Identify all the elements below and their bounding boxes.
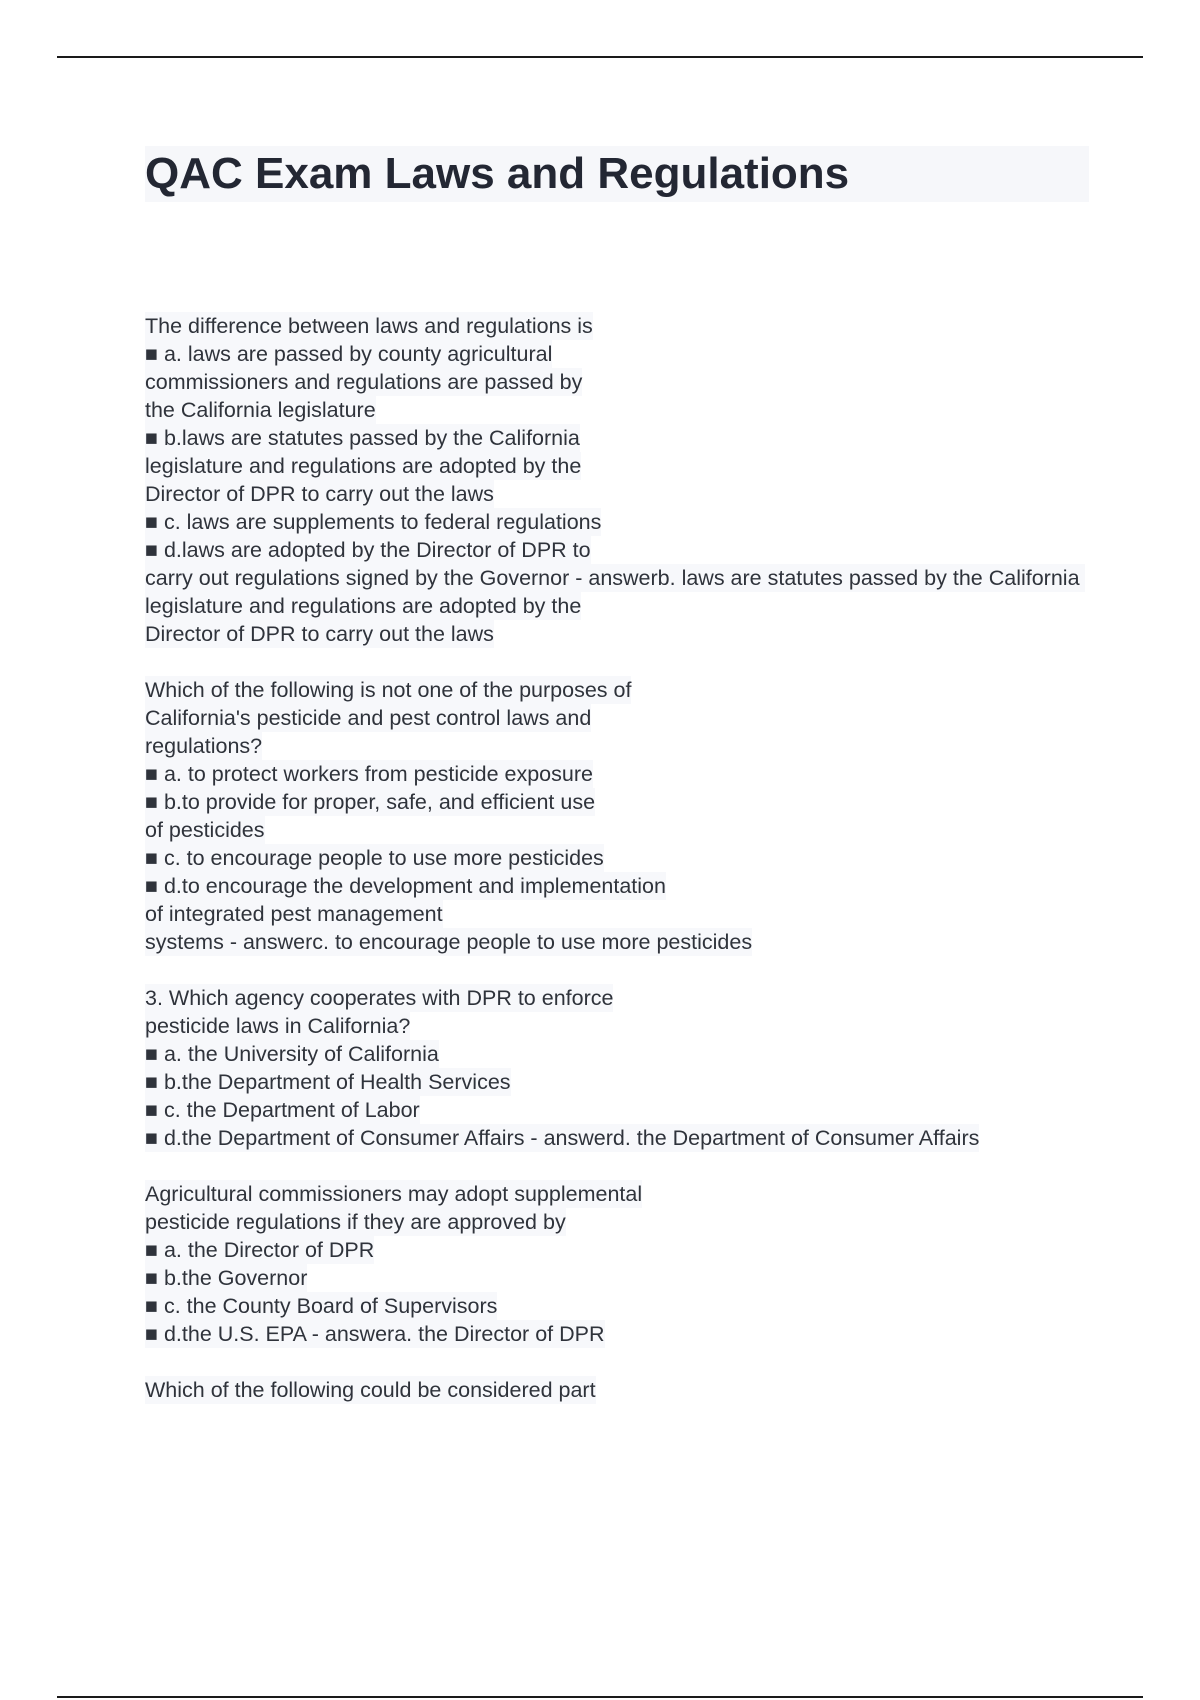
answer-key-line: ■ d.the U.S. EPA - answera. the Director of DPR [145,1322,605,1346]
answer-key-line: ■ d.the Department of Consumer Affairs - answerd. the Department of Consumer Affairs [145,1126,980,1150]
question-line: pesticide regulations if they are approved by [145,1210,566,1234]
question-line: The difference between laws and regulations is [145,314,593,338]
question-line: California's pesticide and pest control laws and [145,706,592,730]
top-rule [57,56,1143,58]
question-block-4 [145,1180,1095,1348]
question-block-1 [145,312,1095,648]
answer-option-line: legislature and regulations are adopted by the [145,454,582,478]
question-line: Which of the following could be considered part [145,1378,596,1402]
answer-option-line: ■ a. laws are passed by county agricultural [145,342,553,366]
answer-key-line: legislature and regulations are adopted by the [145,594,582,618]
answer-key-line: systems - answerc. to encourage people to use more pesticides [145,930,753,954]
question-line: 3. Which agency cooperates with DPR to enforce [145,986,614,1010]
answer-option-line: ■ b.laws are statutes passed by the California [145,426,580,450]
question-line: Which of the following is not one of the purposes of [145,678,632,702]
answer-option-line: ■ b.the Governor [145,1266,308,1290]
question-block-5 [145,1376,1095,1404]
answer-option-line: ■ c. to encourage people to use more pesticides [145,846,604,870]
answer-option-line: of integrated pest management [145,902,443,926]
answer-option-line: ■ c. laws are supplements to federal regulations [145,510,602,534]
answer-option-line: ■ c. the Department of Labor [145,1098,420,1122]
document-body [145,312,1095,1432]
answer-option-line: ■ c. the County Board of Supervisors [145,1294,498,1318]
answer-option-line: ■ d.laws are adopted by the Director of DPR to [145,538,591,562]
answer-option-line: ■ a. to protect workers from pesticide exposure [145,762,593,786]
document-title: QAC Exam Laws and Regulations [145,149,850,198]
question-line: Agricultural commissioners may adopt supplemental [145,1182,643,1206]
question-line: pesticide laws in California? [145,1014,411,1038]
answer-option-line: ■ b.the Department of Health Services [145,1070,511,1094]
answer-key-line: carry out regulations signed by the Governor - answerb. laws are statutes passed by the California [145,564,1085,592]
answer-option-line: the California legislature [145,398,376,422]
answer-option-line: ■ b.to provide for proper, safe, and efficient use [145,790,596,814]
answer-option-line: commissioners and regulations are passed by [145,370,583,394]
question-block-2 [145,676,1095,956]
answer-option-line: ■ d.to encourage the development and implementation [145,874,666,898]
answer-option-line: ■ a. the Director of DPR [145,1238,375,1262]
question-block-3 [145,984,1095,1152]
question-line: regulations? [145,734,263,758]
answer-key-line: Director of DPR to carry out the laws [145,622,494,646]
answer-option-line: of pesticides [145,818,265,842]
answer-option-line: ■ a. the University of California [145,1042,439,1066]
answer-option-line: Director of DPR to carry out the laws [145,482,494,506]
bottom-rule [57,1696,1143,1698]
